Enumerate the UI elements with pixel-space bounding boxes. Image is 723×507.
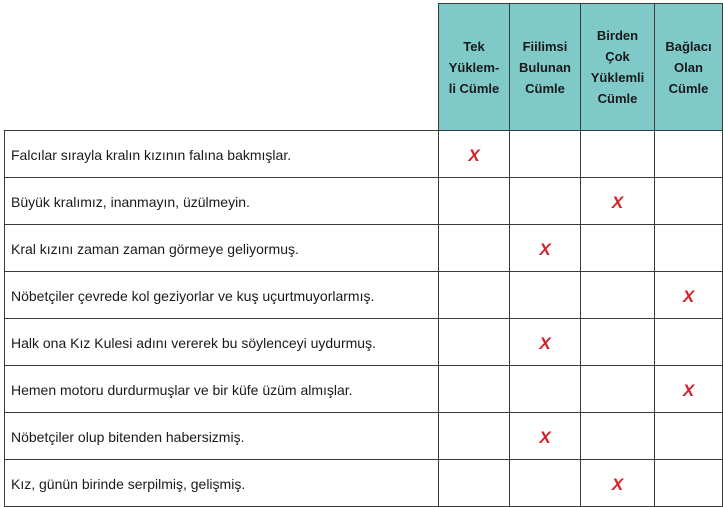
mark-cell <box>439 460 510 507</box>
mark-cell <box>510 272 581 319</box>
header-cell-single-predicate: Tek Yüklem- li Cümle <box>439 4 510 131</box>
sentence-cell: Kral kızını zaman zaman görmeye geliyormuş. <box>5 225 439 272</box>
mark-cell <box>655 131 723 178</box>
mark-cell <box>655 413 723 460</box>
sentence-cell: Nöbetçiler çevrede kol geziyorlar ve kuş uçurtmuyorlarmış. <box>5 272 439 319</box>
x-mark: X <box>611 193 624 212</box>
mark-cell <box>581 366 655 413</box>
mark-cell <box>510 319 581 366</box>
header-cell-verbal: Fiilimsi Bulunan Cümle <box>510 4 581 131</box>
x-mark: X <box>682 287 695 306</box>
mark-cell <box>655 225 723 272</box>
table-row <box>5 460 723 507</box>
mark-cell <box>439 319 510 366</box>
mark-cell <box>439 366 510 413</box>
mark-cell <box>581 225 655 272</box>
sentence-cell: Büyük kralımız, inanmayın, üzülmeyin. <box>5 178 439 225</box>
mark-cell <box>439 272 510 319</box>
mark-cell <box>581 272 655 319</box>
mark-cell <box>655 366 723 413</box>
sentence-cell: Falcılar sırayla kralın kızının falına bakmışlar. <box>5 131 439 178</box>
mark-cell <box>439 225 510 272</box>
mark-cell <box>581 413 655 460</box>
mark-cell <box>655 319 723 366</box>
mark-cell <box>439 131 510 178</box>
sentence-cell: Hemen motoru durdurmuşlar ve bir küfe üzüm almışlar. <box>5 366 439 413</box>
x-mark: X <box>539 334 551 353</box>
mark-cell <box>581 319 655 366</box>
mark-cell <box>439 413 510 460</box>
table-row <box>5 131 723 178</box>
empty-corner-cell <box>5 4 439 131</box>
sentence-cell: Kız, günün birinde serpilmiş, gelişmiş. <box>5 460 439 507</box>
mark-cell <box>510 460 581 507</box>
sentence-cell: Halk ona Kız Kulesi adını vererek bu söylenceyi uydurmuş. <box>5 319 439 366</box>
table-row <box>5 178 723 225</box>
mark-cell <box>655 460 723 507</box>
x-mark: X <box>468 146 480 165</box>
x-mark: X <box>539 428 551 447</box>
mark-cell <box>510 225 581 272</box>
x-mark: X <box>682 381 695 400</box>
table-row <box>5 366 723 413</box>
header-cell-multi-predicate: Birden Çok Yüklemli Cümle <box>581 4 655 131</box>
mark-cell <box>439 178 510 225</box>
table-row <box>5 319 723 366</box>
mark-cell <box>581 460 655 507</box>
mark-cell <box>655 178 723 225</box>
sentence-classification-table <box>4 3 723 507</box>
mark-cell <box>655 272 723 319</box>
table-row <box>5 225 723 272</box>
mark-cell <box>510 131 581 178</box>
mark-cell <box>510 178 581 225</box>
x-mark: X <box>539 240 551 259</box>
sentence-cell: Nöbetçiler olup bitenden habersizmiş. <box>5 413 439 460</box>
mark-cell <box>510 413 581 460</box>
header-row <box>5 4 723 131</box>
header-cell-conjunction: Bağlacı Olan Cümle <box>655 4 723 131</box>
x-mark: X <box>611 475 624 494</box>
mark-cell <box>510 366 581 413</box>
mark-cell <box>581 131 655 178</box>
table-row <box>5 272 723 319</box>
table-row <box>5 413 723 460</box>
mark-cell <box>581 178 655 225</box>
